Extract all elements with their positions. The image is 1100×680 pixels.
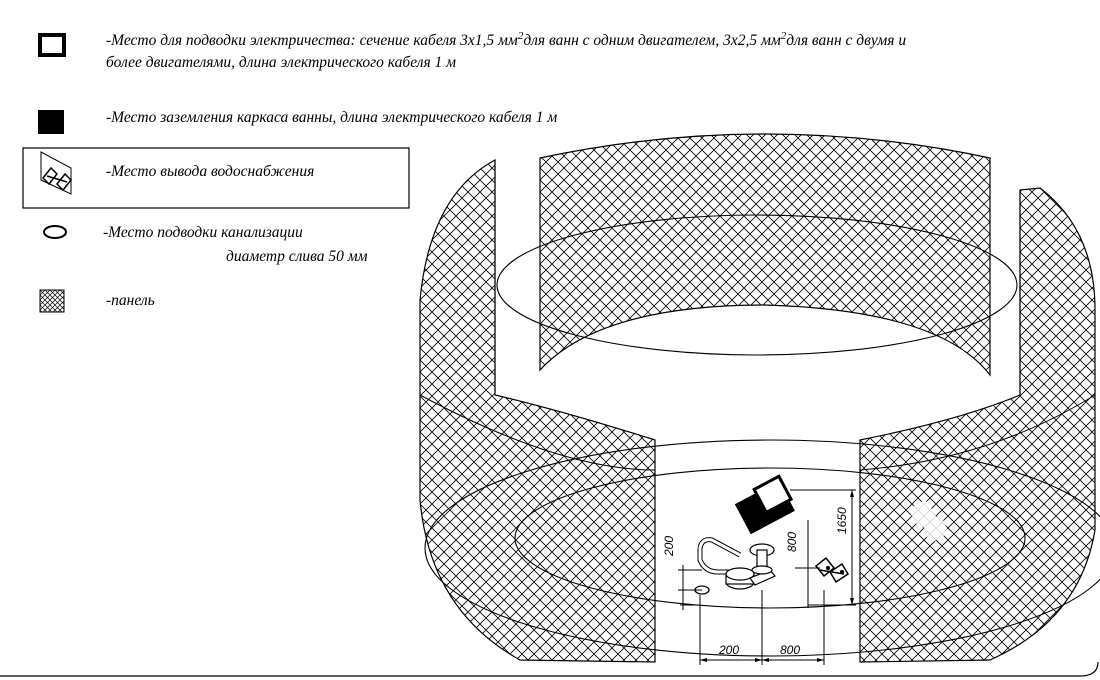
legend-drain-line1: -Место подводки канализации (103, 224, 303, 241)
legend-electric-text: -Место для подводки электричества: сечение кабеля 3х1,5 $мм^2для$ ванн с одним двигателем, 3х2,5 $мм^2для$ ванн с двумя и более двигателями, длина электрического кабеля 1 м (106, 30, 907, 72)
dim-1650-vertical: 1650 (835, 507, 849, 534)
legend-drain-line2: диаметр слива 50 мм (226, 248, 368, 265)
dim-200-horizontal: 200 (719, 643, 740, 657)
dim-800-horizontal: 800 (780, 643, 801, 657)
water-supply-mark (816, 558, 848, 582)
page-frame-bottom (0, 662, 1098, 676)
crosshatch-panel-icon (40, 290, 64, 312)
legend-water-text: -Место вывода водоснабжения (106, 163, 315, 180)
legend-panel-text: -панель (106, 292, 155, 309)
oval-drain-icon (44, 226, 66, 238)
legend-ground-text: -Место заземления каркаса ванны, длина электрического кабеля 1 м (106, 109, 558, 126)
dim-200-vertical: 200 (662, 535, 676, 556)
water-valve-icon (41, 152, 71, 194)
filled-square-icon (38, 110, 64, 134)
electric-socket-mark (733, 476, 797, 534)
outlined-square-icon (40, 35, 64, 55)
drain-pipe-assembly (700, 540, 775, 589)
dim-800-vertical: 800 (785, 531, 799, 552)
